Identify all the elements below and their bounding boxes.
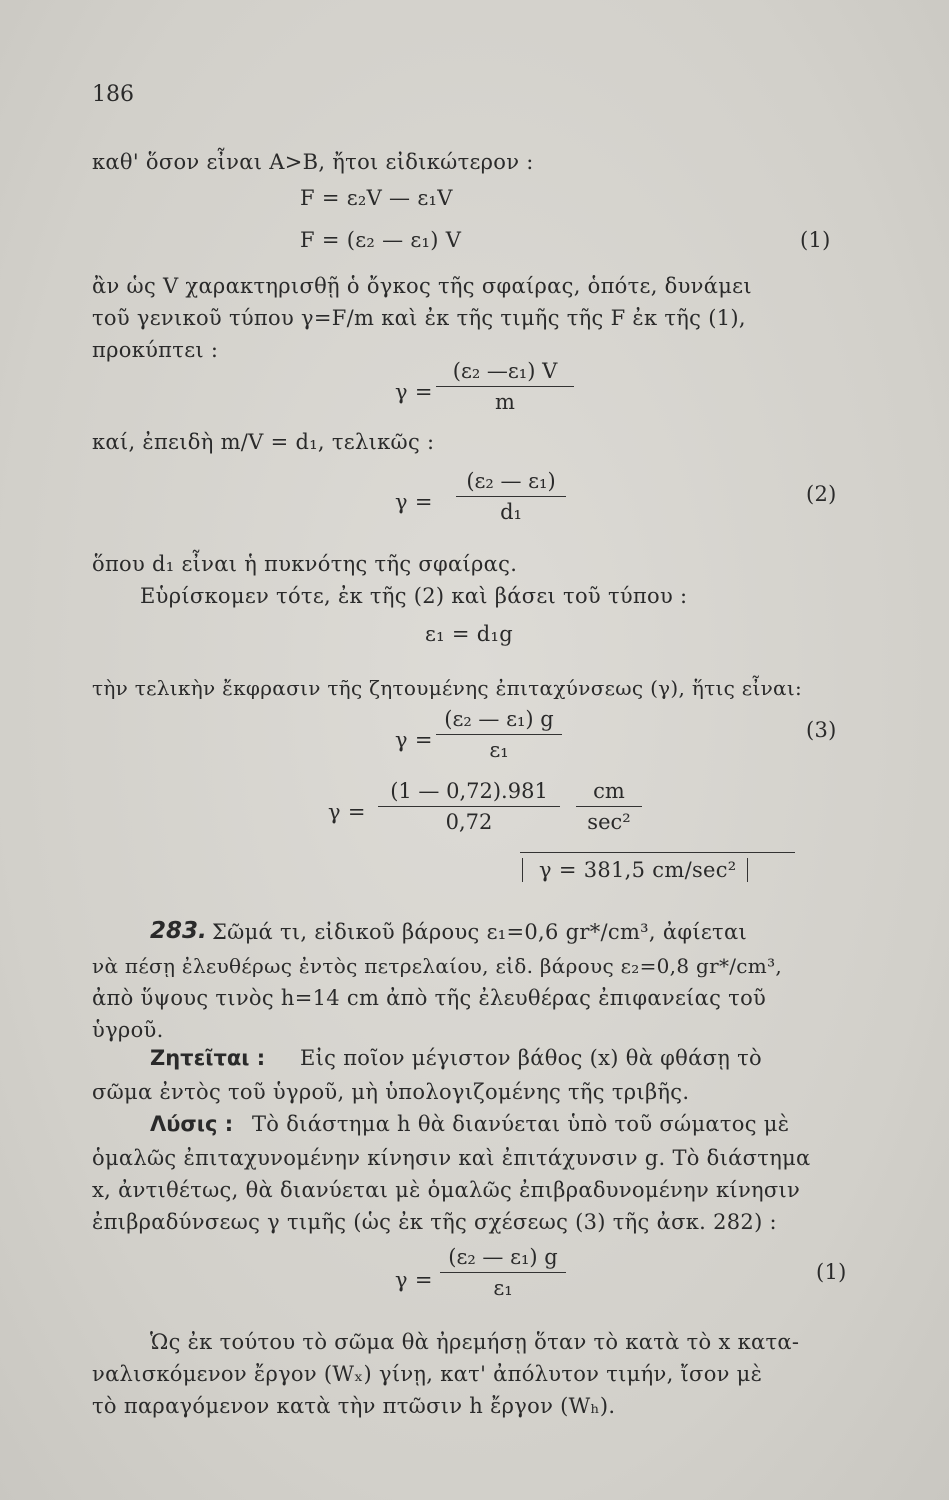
page-number: 186: [92, 82, 134, 107]
fraction-bar: [436, 734, 562, 735]
equation: ε₁ = d₁g: [425, 622, 513, 646]
text-line: Ὡς ἐκ τούτου τὸ σῶμα θὰ ἠρεμήσῃ ὅταν τὸ κατὰ τὸ x κατα-: [150, 1330, 800, 1354]
numerator: (ε₂ — ε₁): [466, 469, 556, 493]
denominator: 0,72: [445, 810, 493, 834]
text-line: Εὑρίσκομεν τότε, ἐκ τῆς (2) καὶ βάσει τοῦ τύπου :: [140, 584, 688, 608]
formula-fraction: [436, 358, 574, 415]
numerator: cm: [593, 779, 625, 803]
text-line: ὅπου d₁ εἶναι ἡ πυκνότης τῆς σφαίρας.: [92, 552, 518, 576]
formula-lhs: γ =: [395, 728, 433, 752]
denominator: d₁: [500, 500, 522, 524]
numerator: (1 — 0,72).981: [390, 779, 548, 803]
formula-fraction: [378, 778, 560, 835]
equation-number: (1): [800, 228, 831, 252]
denominator: sec²: [587, 810, 631, 834]
equation-number: (3): [806, 718, 837, 742]
denominator: ε₁: [493, 1276, 513, 1300]
text-line: καθ' ὅσον εἶναι Α>Β, ἤτοι εἰδικώτερον :: [92, 150, 534, 174]
text-line: τὴν τελικὴν ἔκφρασιν τῆς ζητουμένης ἐπιταχύνσεως (γ), ἥτις εἶναι:: [92, 676, 803, 700]
formula-fraction: [436, 706, 562, 763]
text-line: προκύπτει :: [92, 338, 219, 362]
formula-lhs: γ =: [395, 380, 433, 404]
text-line: ὁμαλῶς ἐπιταχυνομένην κίνησιν καὶ ἐπιτάχυνσιν g. Τὸ διάστημα: [92, 1146, 811, 1170]
fraction-bar: [436, 386, 574, 387]
text-line: ἂν ὡς V χαρακτηρισθῇ ὁ ὄγκος τῆς σφαίρας, ὁπότε, δυνάμει: [92, 274, 752, 298]
text-line: x, ἀντιθέτως, θὰ διανύεται μὲ ὁμαλῶς ἐπιβραδυνομένην κίνησιν: [92, 1178, 801, 1202]
denominator: ε₁: [489, 738, 509, 762]
text-line: νὰ πέσῃ ἐλευθέρως ἐντὸς πετρελαίου, εἰδ. βάρους ε₂=0,8 gr*/cm³,: [92, 954, 783, 978]
equation-number: (2): [806, 482, 837, 506]
result-box-top: [520, 852, 795, 853]
problem-number: 283.: [150, 918, 207, 944]
numerator: (ε₂ —ε₁) V: [452, 359, 558, 383]
numerator: (ε₂ — ε₁) g: [448, 1245, 558, 1269]
text-line: ἐπιβραδύνσεως γ τιμῆς (ὡς ἐκ τῆς σχέσεως (3) τῆς ἀσκ. 282) :: [92, 1210, 777, 1234]
numerator: (ε₂ — ε₁) g: [444, 707, 554, 731]
unit-fraction: [576, 778, 642, 835]
equation: F = ε₂V — ε₁V: [300, 186, 453, 210]
equation: F = (ε₂ — ε₁) V: [300, 228, 462, 252]
text-line: τοῦ γενικοῦ τύπου γ=F/m καὶ ἐκ τῆς τιμῆς τῆς F ἐκ τῆς (1),: [92, 306, 746, 330]
text-line: καί, ἐπειδὴ m/V = d₁, τελικῶς :: [92, 430, 435, 454]
fraction-bar: [440, 1272, 566, 1273]
fraction-bar: [378, 806, 560, 807]
text-line: Τὸ διάστημα h θὰ διανύεται ὑπὸ τοῦ σώματος μὲ: [252, 1112, 790, 1136]
equation-number: (1): [816, 1260, 847, 1284]
text-line: Εἰς ποῖον μέγιστον βάθος (x) θὰ φθάσῃ τὸ: [300, 1046, 762, 1070]
formula-lhs: γ =: [395, 1268, 433, 1292]
formula-fraction: [456, 468, 566, 525]
text-line: τὸ παραγόμενον κατὰ τὴν πτῶσιν h ἔργον (Wₕ).: [92, 1394, 616, 1418]
fraction-bar: [456, 496, 566, 497]
text-line: σῶμα ἐντὸς τοῦ ὑγροῦ, μὴ ὑπολογιζομένης τῆς τριβῆς.: [92, 1080, 690, 1104]
label-zhteitai: Ζητεῖται :: [150, 1046, 266, 1070]
fraction-bar: [576, 806, 642, 807]
text-line: ναλισκόμενον ἔργον (Wₓ) γίνῃ, κατ' ἀπόλυτον τιμήν, ἴσον μὲ: [92, 1362, 763, 1386]
text-line: ὑγροῦ.: [92, 1018, 164, 1042]
formula-fraction: [440, 1244, 566, 1301]
formula-lhs: γ =: [328, 800, 366, 824]
denominator: m: [495, 390, 515, 414]
text-line: ἀπὸ ὕψους τινὸς h=14 cm ἀπὸ τῆς ἐλευθέρας ἐπιφανείας τοῦ: [92, 986, 767, 1010]
label-lysis: Λύσις :: [150, 1112, 234, 1136]
result-boxed: γ = 381,5 cm/sec²: [522, 858, 748, 882]
formula-lhs: γ =: [395, 490, 433, 514]
text-line: Σῶμά τι, εἰδικοῦ βάρους ε₁=0,6 gr*/cm³, ἀφίεται: [212, 920, 747, 944]
